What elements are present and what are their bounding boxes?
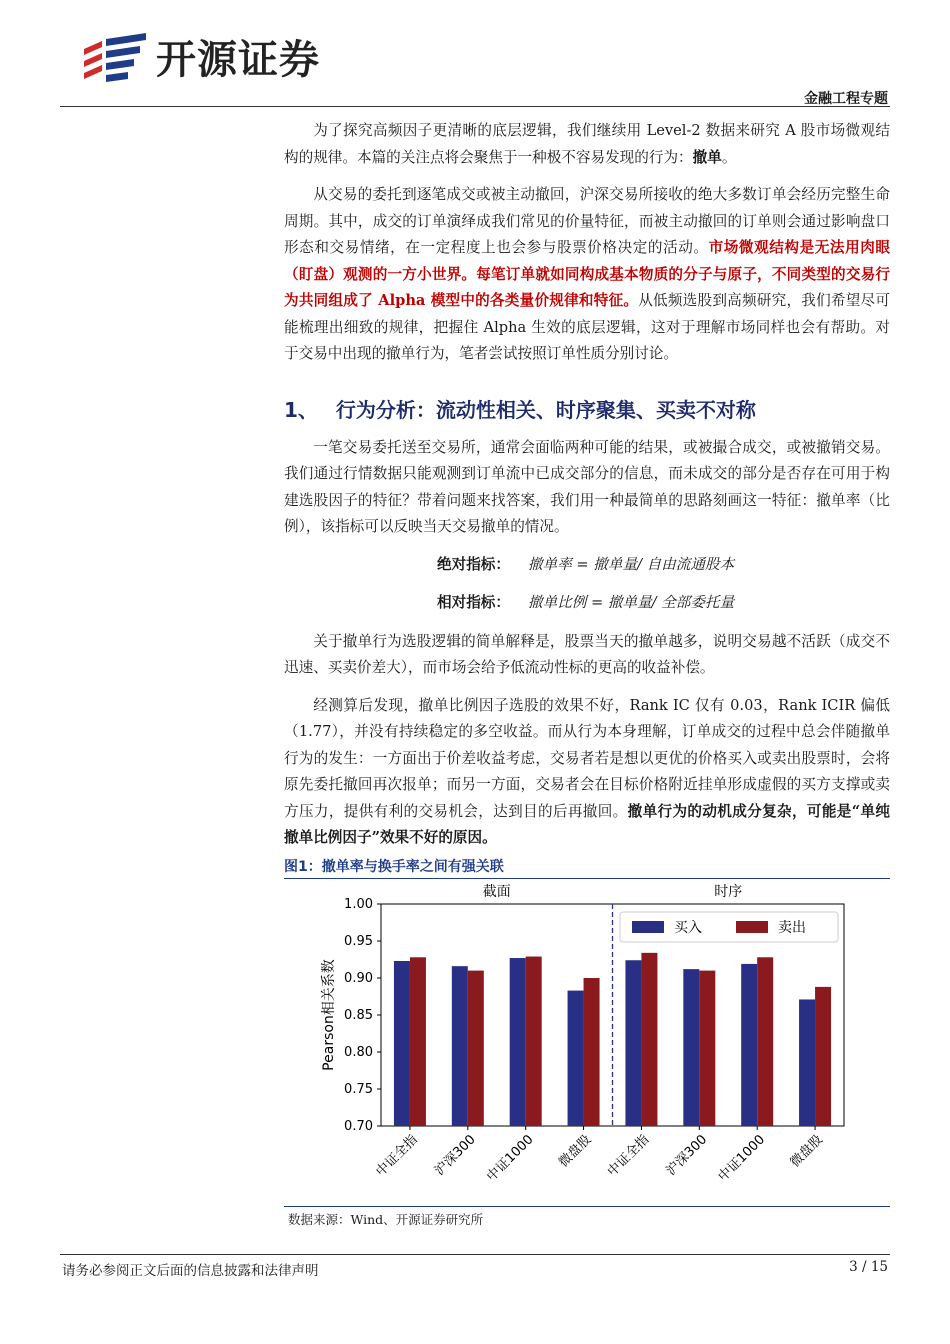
highlight-text: 市场微观结构是无法用肉眼（盯盘）观测的一方小世界。每笔订单就如同构成基本物质的分子与原子，不同类型的交易行为共同组成了 Alpha 模型中的各类量价规律和特征。 <box>284 239 890 309</box>
legend-label: 买入 <box>674 920 702 936</box>
paragraph-logic: 关于撤单行为选股逻辑的简单解释是，股票当天的撤单越多，说明交易越不活跃（成交不迅速、买卖价差大），而市场会给予低流动性标的更高的收益补偿。 <box>284 632 890 676</box>
paragraph-result: 经测算后发现，撤单比例因子选股的效果不好，Rank IC 仅有 0.03，Rank ICIR 偏低（1.77），并没有持续稳定的多空收益。而从行为本身理解，订单成交的过程中总会伴随撤单行为的发生：一方面出于价差收益考虑，交易者若是想以更优的价格买入或卖出股票时，会将原先委托撤回再次报单；而另一方面，交易者会在目标价格附近挂单形成虚假的买方支撑或卖方压力，提供有利的交易机会，达到目的后再撤回。撤单行为的动机成分复杂，可能是“单纯撤单比例因子”效果不好的原因。 <box>284 696 890 846</box>
formula-relative: 相对指标： 撤单比例 = 撤单量/ 全部委托量 <box>437 594 735 611</box>
logo-mark-icon <box>80 29 150 85</box>
bar-sell <box>757 957 773 1126</box>
x-tick-label: 沪深300 <box>432 1132 479 1179</box>
section-tag: 金融工程专题 <box>804 91 888 107</box>
paragraph-intro: 为了探究高频因子更清晰的底层逻辑，我们继续用 Level-2 数据来研究 A 股市场微观结构的规律。本篇的关注点将会聚焦于一种极不容易发现的行为：撤单。 <box>284 122 890 166</box>
x-tick-label: 中证全指 <box>604 1132 653 1180</box>
bar-sell <box>641 953 657 1126</box>
bar-sell <box>815 987 831 1126</box>
bar-chart <box>284 878 890 1204</box>
footer-divider <box>60 1254 890 1255</box>
brand-name: 开源证券 <box>156 37 320 83</box>
main-content <box>284 118 890 863</box>
legend-label: 卖出 <box>778 920 806 936</box>
bar-buy <box>799 999 815 1126</box>
legend-swatch <box>632 921 664 933</box>
formula-absolute: 绝对指标： 撤单率 = 撤单量/ 自由流通股本 <box>437 555 735 573</box>
x-tick-label: 沪深300 <box>663 1132 711 1179</box>
panel-title: 时序 <box>714 884 743 900</box>
header-divider <box>60 106 890 107</box>
bar-sell <box>410 957 426 1126</box>
bar-sell <box>526 957 542 1126</box>
bar-buy <box>568 991 584 1126</box>
y-axis-label: Pearson相关系数 <box>321 959 337 1071</box>
figure-title: 图1：撤单率与换手率之间有强关联 <box>284 859 504 875</box>
figure-source: 数据来源：Wind、开源证券研究所 <box>288 1212 484 1227</box>
bar-sell <box>584 978 600 1126</box>
panel-title: 截面 <box>482 884 511 900</box>
x-tick-label: 中证1000 <box>484 1132 537 1185</box>
y-tick-label: 0.85 <box>344 1008 373 1023</box>
paragraph-lifecycle: 从交易的委托到逐笔成交或被主动撤回，沪深交易所接收的绝大多数订单会经历完整生命周期。其中，成交的订单演绎成我们常见的价量特征，而被主动撤回的订单则会通过影响盘口形态和交易情绪，在一定程度上也会参与股票价格决定的活动。市场微观结构是无法用肉眼（盯盘）观测的一方小世界。每笔订单就如同构成基本物质的分子与原子，不同类型的交易行为共同组成了 Alpha 模型中的各类量价规律和特征。从低频选股到高频研究，我们希望尽可能梳理出细致的规律，把握住 Alpha 生效的底层逻辑，这对于理解市场同样也会有帮助。对于交易中出现的撤单行为，笔者尝试按照订单性质分别讨论。 <box>284 186 890 362</box>
bar-buy <box>394 961 410 1126</box>
brand-logo <box>80 28 320 85</box>
y-tick-label: 0.75 <box>344 1082 373 1097</box>
bar-buy <box>625 960 641 1126</box>
bar-buy <box>452 966 468 1126</box>
paragraph-definition: 一笔交易委托送至交易所，通常会面临两种可能的结果，或被撮合成交，或被撤销交易。我们通过行情数据只能观测到订单流中已成交部分的信息，而未成交的部分是否存在可用于构建选股因子的特征？带着问题来找答案，我们用一种最简单的思路刻画这一特征：撤单率（比例），该指标可以反映当天交易撤单的情况。 <box>284 438 890 535</box>
y-tick-label: 1.00 <box>344 897 373 912</box>
footer-disclaimer: 请务必参阅正文后面的信息披露和法律声明 <box>62 1263 319 1279</box>
y-tick-label: 0.80 <box>344 1045 373 1060</box>
y-tick-label: 0.90 <box>344 971 373 986</box>
figure-bottom-rule <box>284 1206 890 1207</box>
legend-swatch <box>736 921 768 933</box>
y-tick-label: 0.70 <box>344 1119 373 1134</box>
y-tick-label: 0.95 <box>344 934 373 949</box>
x-tick-label: 中证1000 <box>715 1132 769 1185</box>
bar-sell <box>699 971 715 1126</box>
x-tick-label: 微盘股 <box>787 1132 826 1171</box>
section-heading: 1、 行为分析：流动性相关、时序聚集、买卖不对称 <box>284 397 756 422</box>
x-tick-label: 中证全指 <box>373 1132 421 1180</box>
bar-buy <box>510 958 526 1126</box>
bar-sell <box>468 971 484 1126</box>
bar-buy <box>683 969 699 1126</box>
page-number: 3 / 15 <box>849 1259 888 1275</box>
x-tick-label: 微盘股 <box>556 1132 595 1171</box>
bar-buy <box>741 964 757 1126</box>
